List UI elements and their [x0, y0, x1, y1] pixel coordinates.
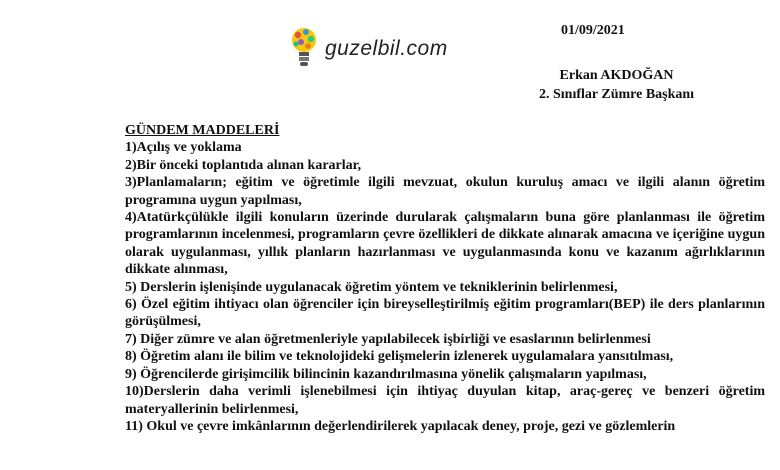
agenda-item: 4)Atatürkçülükle ilgili konuların üzerinde durularak çalışmaların buna göre planlanması ile öğretim programlarının incelenmesi, programların çevre özellikleri de dikkate alınarak amacına ve içeriğine uygun olarak uygulanması, yıllık planların hazırlanması ve uygulanmasında konu ve kazanım ağırlıklarının dikkate alınması,: [125, 210, 765, 278]
agenda-item: 9) Öğrencilerde girişimcilik bilincinin kazandırılmasına yönelik çalışmaların yapılması,: [125, 366, 647, 382]
logo-text: guzelbil.com: [325, 37, 448, 60]
site-logo: [289, 26, 448, 72]
agenda-item: 8) Öğretim alanı ile bilim ve teknolojideki gelişmelerin izlenerek uygulamalara yansıtılması,: [125, 349, 674, 365]
lightbulb-icon: [289, 26, 319, 72]
agenda-item: 2)Bir önceki toplantıda alınan kararlar,: [125, 157, 362, 173]
agenda-item: 7) Diğer zümre ve alan öğretmenleriyle yapılabilecek işbirliği ve esaslarının belirlenmesi: [125, 331, 651, 347]
agenda-item: 11) Okul ve çevre imkânlarının değerlendirilerek yapılacak deney, proje, gezi ve gözlemlerin: [125, 418, 676, 434]
agenda-item: 5) Derslerin işlenişinde uygulanacak öğretim yöntem ve tekniklerinin belirlenmesi,: [125, 279, 618, 295]
agenda-heading: GÜNDEM MADDELERİ: [125, 123, 280, 138]
author-name: Erkan AKDOĞAN: [559, 68, 674, 83]
document-date: 01/09/2021: [561, 23, 625, 38]
agenda-item: 6) Özel eğitim ihtiyacı olan öğrenciler için bireyselleştirilmiş eğitim programları(BEP) ile ders planlarının görüşülmesi,: [125, 297, 765, 330]
agenda-item: 10)Derslerin daha verimli işlenebilmesi için ihtiyaç duyulan kitap, araç-gereç ve benzeri öğretim materyallerinin belirlenmesi,: [125, 384, 765, 417]
author-role: 2. Sınıflar Zümre Başkanı: [539, 87, 695, 102]
agenda-item: 1)Açılış ve yoklama: [125, 140, 242, 156]
agenda-section: [125, 122, 765, 435]
agenda-item: 3)Planlamaların; eğitim ve öğretimle ilgili mevzuat, okulun kuruluş amacı ve ilgili alanın öğretim programına uygun yapılması,: [125, 175, 765, 208]
author-block: [539, 66, 694, 104]
